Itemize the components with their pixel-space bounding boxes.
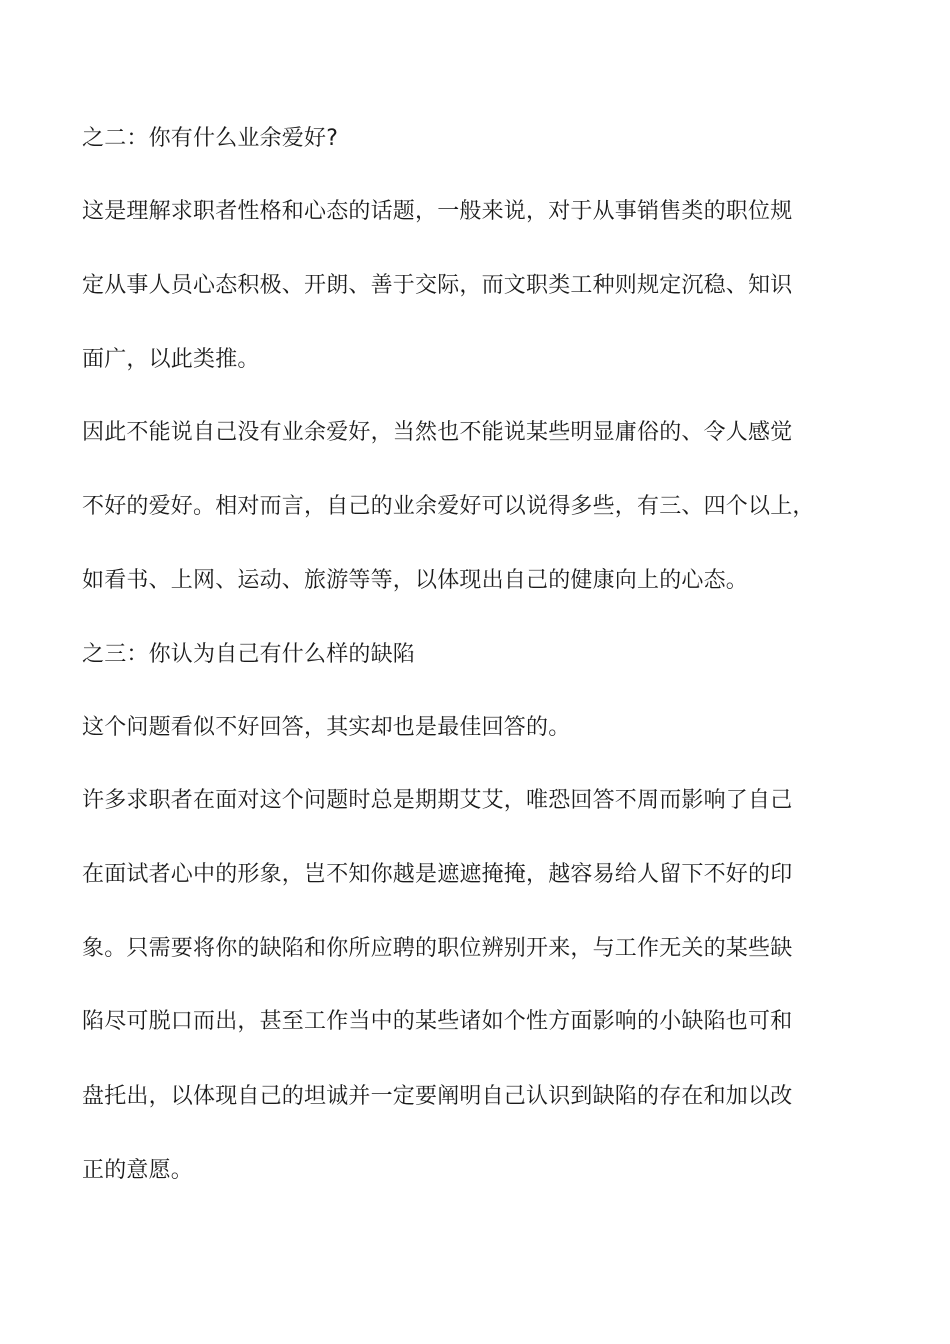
paragraph-line: 在面试者心中的形象，岂不知你越是遮遮掩掩，越容易给人留下不好的印 [82, 862, 793, 887]
paragraph-line: 这是理解求职者性格和心态的话题，一般来说，对于从事销售类的职位规 [82, 199, 793, 224]
paragraph-line: 这个问题看似不好回答，其实却也是最佳回答的。 [82, 715, 571, 740]
paragraph-line: 陷尽可脱口而出，甚至工作当中的某些诸如个性方面影响的小缺陷也可和 [82, 1009, 793, 1034]
paragraph-line: 如看书、上网、运动、旅游等等，以体现出自己的健康向上的心态。 [82, 568, 749, 593]
paragraph-line: 面广，以此类推。 [82, 347, 260, 372]
paragraph-line: 许多求职者在面对这个问题时总是期期艾艾，唯恐回答不周而影响了自己 [82, 788, 793, 813]
paragraph-line: 正的意愿。 [82, 1158, 194, 1183]
section-3-heading: 之三：你认为自己有什么样的缺陷 [82, 642, 416, 667]
paragraph-line: 因此不能说自己没有业余爱好，当然也不能说某些明显庸俗的、令人感觉 [82, 420, 793, 445]
section-2-heading: 之二：你有什么业余爱好? [82, 126, 339, 151]
paragraph-line: 盘托出，以体现自己的坦诚并一定要阐明自己认识到缺陷的存在和加以改 [82, 1084, 793, 1109]
paragraph-line: 象。只需要将你的缺陷和你所应聘的职位辨别开来，与工作无关的某些缺 [82, 936, 793, 961]
paragraph-line: 定从事人员心态积极、开朗、善于交际，而文职类工种则规定沉稳、知识 [82, 273, 793, 298]
paragraph-line: 不好的爱好。相对而言，自己的业余爱好可以说得多些，有三、四个以上， [82, 494, 815, 519]
